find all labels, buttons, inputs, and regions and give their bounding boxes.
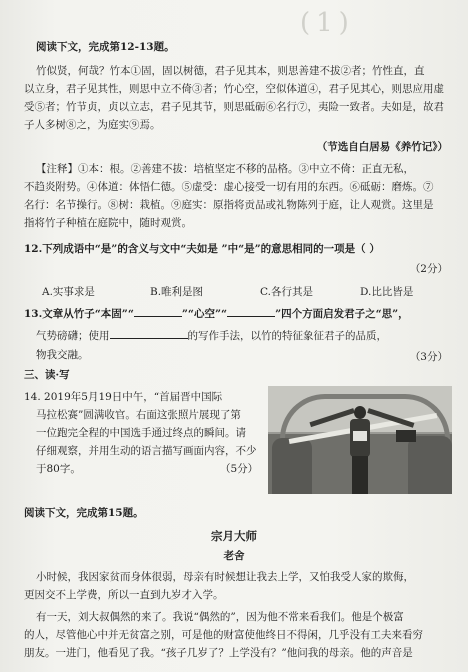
q12-option-b[interactable]: B.唯利是图 — [150, 286, 204, 298]
q12-option-a[interactable]: A.实事求是 — [42, 286, 95, 298]
q12-option-c[interactable]: C.各行其是 — [260, 286, 313, 298]
q13-text-c: ”四个方面启发君子之“思”， — [275, 308, 409, 320]
passage-line-2: 以立身，君子见其性，则思中立不倚③者；竹心空，空似体道④，君子见其心，则思应用虚 — [24, 83, 444, 95]
q14-line-5: 于80字。 — [36, 463, 81, 475]
q13-blank-3[interactable] — [110, 328, 188, 339]
q13-line-3: 物我交融。 — [36, 349, 89, 361]
q14-line-4: 仔细观察，并用生动的语言描写画面内容，不少 — [36, 445, 257, 457]
bleed-through-text: (1) — [300, 8, 355, 38]
q13-blank-2[interactable] — [227, 306, 275, 317]
q13-line-1 — [24, 306, 409, 321]
story-line-5: 朋友。一进门，他看见了我。“孩子几岁了？上学没有？”他问我的母亲。他的声音是 — [24, 647, 413, 659]
story-line-3: 有一天，刘大叔偶然的来了。我说“偶然的”，因为他不常来看我们。他是个极富 — [36, 611, 404, 623]
q13-text-b: ”“心空”“ — [181, 308, 228, 320]
q14-line-3: 一位跑完全程的中国选手通过终点的瞬间。请 — [36, 427, 246, 439]
marathon-photo — [268, 386, 452, 494]
q13-text-a: 13.文章从竹子“本固”“ — [24, 308, 134, 320]
q12-stem: 12.下列成语中“是”的含义与文中“夫如是 ”中“是”的意思相同的一项是（ ） — [24, 243, 380, 255]
passage-source: （节选自白居易《养竹记》） — [316, 141, 448, 153]
story-line-4: 的人，尽管他心中并无贫富之别，可是他的财富使他终日不得闲，几乎没有工夫来看穷 — [24, 629, 423, 641]
reading1-intro: 阅读下文，完成第12-13题。 — [36, 41, 175, 53]
q12-option-d[interactable]: D.比比皆是 — [360, 286, 414, 298]
q13-blank-1[interactable] — [134, 306, 182, 317]
section-heading: 三、读·写 — [24, 369, 70, 381]
story-author: 老舍 — [223, 550, 245, 562]
reading2-intro: 阅读下文，完成第15题。 — [24, 507, 144, 519]
story-line-2: 更因交不上学费，所以一直到九岁才入学。 — [24, 589, 224, 601]
story-title: 宗月大师 — [211, 529, 257, 543]
q12-score: （2分） — [409, 263, 448, 275]
passage-line-4: 子人多树⑧之，为庭实⑨焉。 — [24, 119, 161, 131]
notes-line-4: 指将竹子种植在庭院中，随时观赏。 — [24, 217, 192, 229]
q13-score: （3分） — [409, 351, 448, 363]
q13-text-e: 的写作手法，以竹的特征象征君子的品质， — [187, 330, 387, 342]
q14-score: （5分） — [220, 463, 259, 475]
story-line-1: 小时候，我因家贫而身体很弱，母亲有时候想让我去上学，又怕我受人家的欺侮， — [36, 571, 414, 583]
q14-line-2: 马拉松赛”圆满收官。右面这张照片展现了第 — [36, 409, 241, 421]
q13-text-d: 气势磅礴；使用 — [36, 330, 110, 342]
q14-line-1: 14. 2019年5月19日中午，“首届晋中国际 — [24, 391, 223, 403]
notes-line-3: 名行：名节操行。⑧树：栽植。⑨庭实：原指将贡品或礼物陈列于庭，让人观赏。这里是 — [24, 199, 434, 211]
notes-line-2: 不趋炎附势。④体道：体悟仁德。⑤虚受：虚心接受一切有用的东西。⑥砥砺：磨炼。⑦ — [24, 181, 434, 193]
q13-line-2 — [36, 328, 387, 343]
passage-line-3: 受⑤者；竹节贞，贞以立志，君子见其节，则思砥砺⑥名行⑦，夷险一致者。夫如是，故君 — [24, 101, 444, 113]
notes-line-1: 【注释】①本：根。②善建不拔：培植坚定不移的品格。③中立不倚：正直无私， — [36, 163, 414, 175]
passage-line-1: 竹似贤，何哉？竹本①固，固以树德，君子见其本，则思善建不拔②者；竹性直，直 — [36, 65, 425, 77]
